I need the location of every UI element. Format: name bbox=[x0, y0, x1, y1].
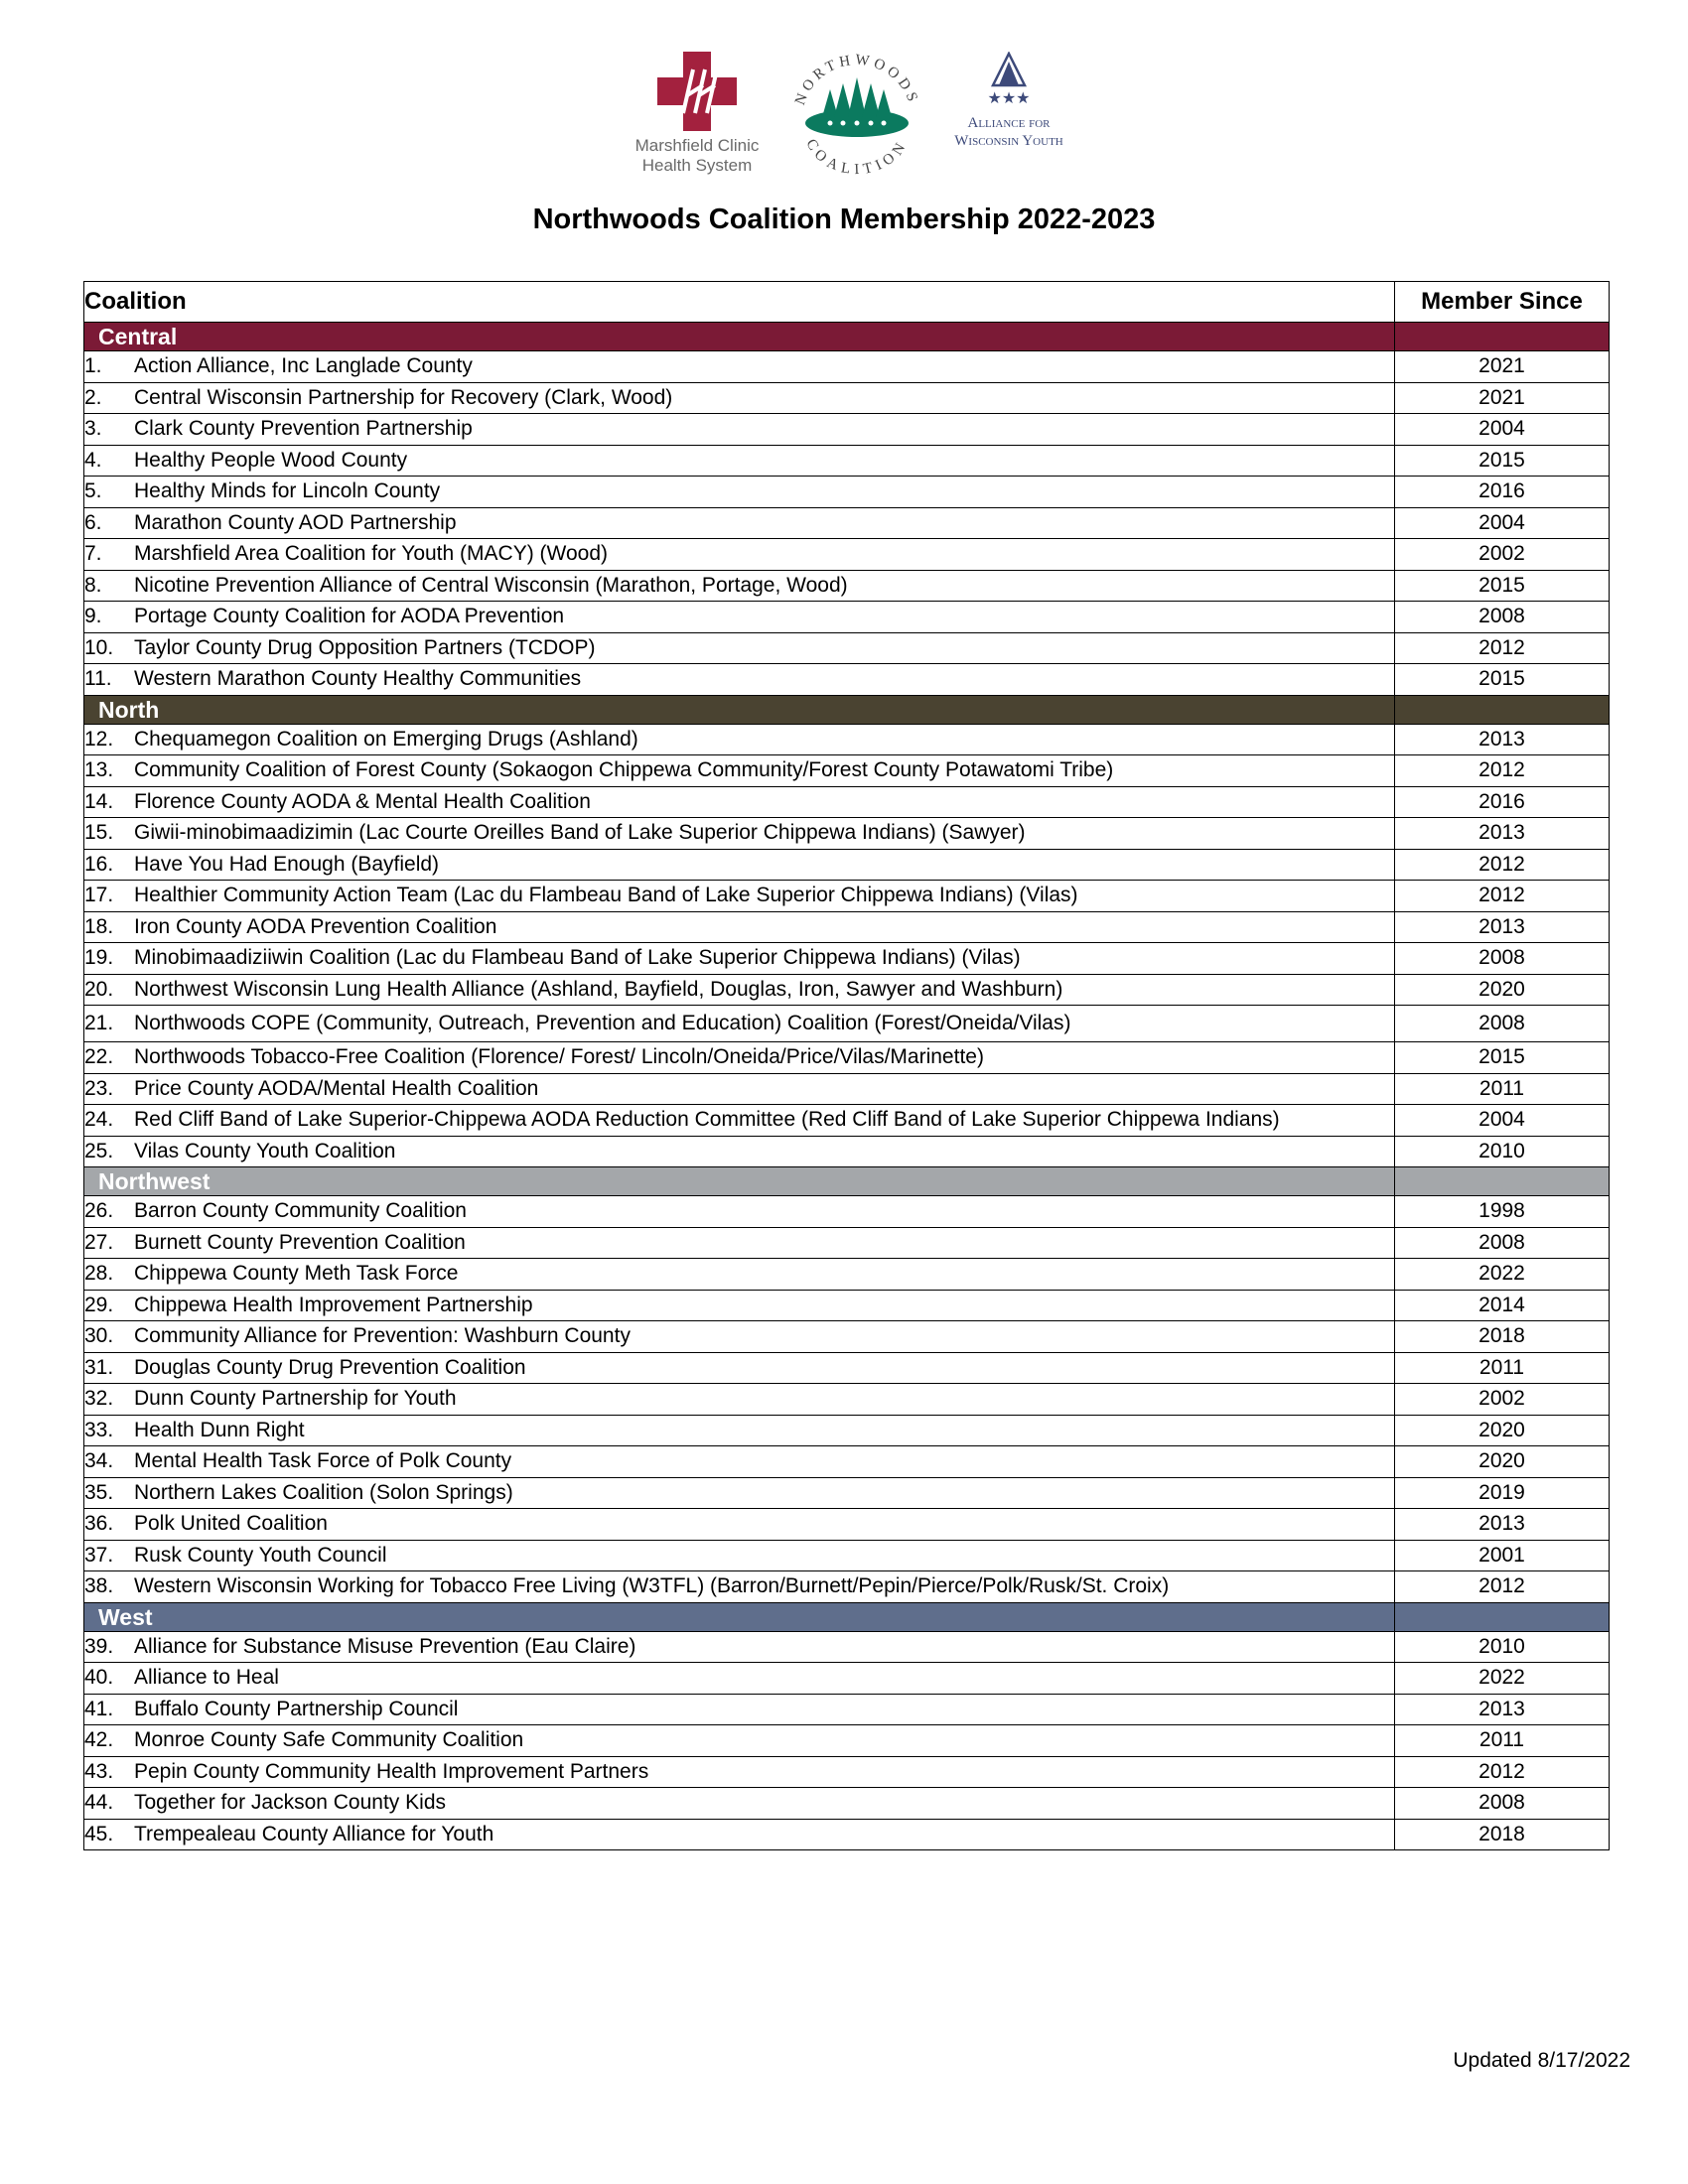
coalition-name: Alliance for Substance Misuse Prevention (Eau Claire) bbox=[134, 1634, 636, 1658]
coalition-cell bbox=[84, 1756, 1395, 1788]
coalition-name: Dunn County Partnership for Youth bbox=[134, 1387, 457, 1411]
coalition-cell bbox=[84, 1788, 1395, 1820]
row-number: 30. bbox=[84, 1324, 114, 1348]
northwoods-top-text: NORTHWOODS bbox=[791, 52, 921, 108]
member-since-cell: 2013 bbox=[1395, 724, 1610, 755]
table-row bbox=[84, 1477, 1610, 1509]
member-since-cell: 2010 bbox=[1395, 1136, 1610, 1167]
coalition-cell bbox=[84, 632, 1395, 664]
coalition-name: Douglas County Drug Prevention Coalition bbox=[134, 1355, 526, 1379]
row-number: 39. bbox=[84, 1634, 114, 1658]
table-row bbox=[84, 382, 1610, 414]
coalition-name: Northwest Wisconsin Lung Health Alliance (Ashland, Bayfield, Douglas, Iron, Sawyer and Washburn) bbox=[134, 977, 1063, 1001]
table-row bbox=[84, 1290, 1610, 1321]
table-row bbox=[84, 1540, 1610, 1571]
coalition-cell bbox=[84, 1105, 1395, 1137]
row-number: 25. bbox=[84, 1139, 114, 1162]
coalition-name: Vilas County Youth Coalition bbox=[134, 1139, 396, 1162]
table-row bbox=[84, 1663, 1610, 1695]
member-since-cell: 2015 bbox=[1395, 570, 1610, 602]
member-since-cell: 2015 bbox=[1395, 1042, 1610, 1074]
coalition-cell bbox=[84, 1321, 1395, 1353]
row-number: 35. bbox=[84, 1480, 114, 1504]
table-row bbox=[84, 351, 1610, 383]
region-year-cell bbox=[1395, 1602, 1610, 1631]
coalition-cell bbox=[84, 1819, 1395, 1850]
member-since-column-header: Member Since bbox=[1395, 282, 1610, 323]
table-row bbox=[84, 1415, 1610, 1446]
member-since-cell: 2012 bbox=[1395, 1756, 1610, 1788]
coalition-name: Chequamegon Coalition on Emerging Drugs (Ashland) bbox=[134, 727, 638, 751]
region-header-row bbox=[84, 1602, 1610, 1631]
row-number: 41. bbox=[84, 1697, 114, 1720]
member-since-cell: 2022 bbox=[1395, 1259, 1610, 1291]
marshfield-line2: Health System bbox=[641, 156, 753, 175]
table-header-row bbox=[84, 282, 1610, 323]
region-year-cell bbox=[1395, 695, 1610, 724]
coalition-name: Portage County Coalition for AODA Prevention bbox=[134, 605, 565, 628]
coalition-name: Community Coalition of Forest County (Sokaogon Chippewa Community/Forest County Potawatomi Tribe) bbox=[134, 758, 1114, 782]
coalition-cell bbox=[84, 1415, 1395, 1446]
svg-text:COALITION bbox=[802, 136, 911, 178]
coalition-cell bbox=[84, 974, 1395, 1006]
coalition-cell bbox=[84, 570, 1395, 602]
coalition-cell bbox=[84, 1571, 1395, 1603]
coalition-cell bbox=[84, 786, 1395, 818]
coalition-cell bbox=[84, 1663, 1395, 1695]
coalition-name: Minobimaadiziiwin Coalition (Lac du Flambeau Band of Lake Superior Chippewa Indians) (Vilas) bbox=[134, 946, 1021, 970]
table-row bbox=[84, 911, 1610, 943]
region-name: Central bbox=[84, 323, 1395, 351]
row-number: 40. bbox=[84, 1666, 114, 1690]
coalition-cell bbox=[84, 724, 1395, 755]
coalition-name: Polk United Coalition bbox=[134, 1512, 328, 1536]
coalition-name: Action Alliance, Inc Langlade County bbox=[134, 354, 473, 378]
coalition-cell bbox=[84, 1196, 1395, 1228]
table-row bbox=[84, 507, 1610, 539]
coalition-cell bbox=[84, 382, 1395, 414]
coalition-name: Rusk County Youth Council bbox=[134, 1543, 387, 1567]
coalition-column-header: Coalition bbox=[84, 282, 1395, 323]
alliance-tent-icon bbox=[979, 52, 1039, 109]
member-since-cell: 2021 bbox=[1395, 351, 1610, 383]
table-row bbox=[84, 602, 1610, 633]
coalition-name: Chippewa County Meth Task Force bbox=[134, 1262, 459, 1286]
member-since-cell: 2015 bbox=[1395, 445, 1610, 477]
coalition-cell bbox=[84, 1631, 1395, 1663]
coalition-name: Marathon County AOD Partnership bbox=[134, 510, 457, 534]
row-number: 32. bbox=[84, 1387, 114, 1411]
row-number: 16. bbox=[84, 852, 114, 876]
coalition-cell bbox=[84, 818, 1395, 850]
member-since-cell: 2018 bbox=[1395, 1819, 1610, 1850]
row-number: 4. bbox=[84, 448, 102, 472]
member-since-cell: 2010 bbox=[1395, 1631, 1610, 1663]
coalition-cell bbox=[84, 849, 1395, 881]
row-number: 27. bbox=[84, 1230, 114, 1254]
region-name: Northwest bbox=[84, 1167, 1395, 1196]
row-number: 1. bbox=[84, 354, 102, 378]
northwoods-bottom-text: COALITION bbox=[802, 136, 912, 179]
region-year-cell bbox=[1395, 323, 1610, 351]
coalition-cell bbox=[84, 477, 1395, 508]
coalition-cell bbox=[84, 1694, 1395, 1725]
table-row bbox=[84, 1725, 1610, 1757]
row-number: 20. bbox=[84, 977, 114, 1001]
table-row bbox=[84, 1509, 1610, 1541]
row-number: 3. bbox=[84, 417, 102, 441]
coalition-name: Northwoods Tobacco-Free Coalition (Florence/ Forest/ Lincoln/Oneida/Price/Vilas/Marinette) bbox=[134, 1045, 984, 1069]
coalition-cell bbox=[84, 881, 1395, 912]
coalition-cell bbox=[84, 911, 1395, 943]
member-since-cell: 2012 bbox=[1395, 632, 1610, 664]
member-since-cell: 2011 bbox=[1395, 1073, 1610, 1105]
logo-bar bbox=[606, 52, 1082, 181]
membership-table bbox=[83, 281, 1610, 1850]
coalition-cell bbox=[84, 1725, 1395, 1757]
row-number: 6. bbox=[84, 510, 102, 534]
member-since-cell: 2011 bbox=[1395, 1725, 1610, 1757]
member-since-cell: 2008 bbox=[1395, 1006, 1610, 1042]
region-header-row bbox=[84, 1167, 1610, 1196]
table-row bbox=[84, 1006, 1610, 1042]
member-since-cell: 2020 bbox=[1395, 974, 1610, 1006]
row-number: 26. bbox=[84, 1199, 114, 1223]
coalition-cell bbox=[84, 1259, 1395, 1291]
coalition-name: Healthy Minds for Lincoln County bbox=[134, 479, 441, 503]
region-year-cell bbox=[1395, 1167, 1610, 1196]
table-row bbox=[84, 1788, 1610, 1820]
table-row bbox=[84, 755, 1610, 787]
coalition-cell bbox=[84, 1136, 1395, 1167]
table-row bbox=[84, 818, 1610, 850]
coalition-cell bbox=[84, 1477, 1395, 1509]
coalition-name: Clark County Prevention Partnership bbox=[134, 417, 473, 441]
table-row bbox=[84, 1384, 1610, 1416]
coalition-cell bbox=[84, 943, 1395, 975]
coalition-cell bbox=[84, 1446, 1395, 1478]
row-number: 11. bbox=[84, 667, 112, 691]
member-since-cell: 2012 bbox=[1395, 755, 1610, 787]
coalition-cell bbox=[84, 507, 1395, 539]
row-number: 37. bbox=[84, 1543, 114, 1567]
table-row bbox=[84, 1756, 1610, 1788]
coalition-cell bbox=[84, 1384, 1395, 1416]
coalition-cell bbox=[84, 664, 1395, 696]
updated-date: Updated 8/17/2022 bbox=[1453, 2049, 1630, 2072]
page-title: Northwoods Coalition Membership 2022-2023 bbox=[532, 204, 1156, 235]
table-row bbox=[84, 1631, 1610, 1663]
table-row bbox=[84, 570, 1610, 602]
coalition-name: Monroe County Safe Community Coalition bbox=[134, 1728, 524, 1752]
table-row bbox=[84, 1227, 1610, 1259]
row-number: 5. bbox=[84, 479, 102, 503]
row-number: 18. bbox=[84, 914, 114, 938]
table-row bbox=[84, 1352, 1610, 1384]
table-row bbox=[84, 445, 1610, 477]
table-row bbox=[84, 1105, 1610, 1137]
row-number: 29. bbox=[84, 1293, 114, 1316]
coalition-cell bbox=[84, 539, 1395, 571]
coalition-name: Marshfield Area Coalition for Youth (MACY) (Wood) bbox=[134, 542, 608, 566]
member-since-cell: 2012 bbox=[1395, 1571, 1610, 1603]
row-number: 43. bbox=[84, 1759, 114, 1783]
table-row bbox=[84, 1042, 1610, 1074]
row-number: 34. bbox=[84, 1449, 114, 1473]
coalition-name: Mental Health Task Force of Polk County bbox=[134, 1449, 512, 1473]
table-row bbox=[84, 477, 1610, 508]
row-number: 17. bbox=[84, 884, 114, 907]
coalition-name: Nicotine Prevention Alliance of Central Wisconsin (Marathon, Portage, Wood) bbox=[134, 573, 848, 597]
marshfield-clinic-logo bbox=[618, 52, 776, 176]
member-since-cell: 2008 bbox=[1395, 1788, 1610, 1820]
member-since-cell: 2016 bbox=[1395, 477, 1610, 508]
coalition-name: Giwii-minobimaadizimin (Lac Courte Oreilles Band of Lake Superior Chippewa Indians) (Sawyer) bbox=[134, 821, 1026, 845]
member-since-cell: 2016 bbox=[1395, 786, 1610, 818]
coalition-name: Alliance to Heal bbox=[134, 1666, 279, 1690]
table-row bbox=[84, 1321, 1610, 1353]
member-since-cell: 2018 bbox=[1395, 1321, 1610, 1353]
table-row bbox=[84, 1136, 1610, 1167]
coalition-name: Northern Lakes Coalition (Solon Springs) bbox=[134, 1480, 513, 1504]
row-number: 14. bbox=[84, 789, 114, 813]
coalition-cell bbox=[84, 414, 1395, 446]
coalition-name: Taylor County Drug Opposition Partners (TCDOP) bbox=[134, 635, 596, 659]
member-since-cell: 2012 bbox=[1395, 849, 1610, 881]
svg-text:★★★: ★★★ bbox=[987, 88, 1031, 107]
table-row bbox=[84, 1196, 1610, 1228]
coalition-cell bbox=[84, 1073, 1395, 1105]
table-row bbox=[84, 539, 1610, 571]
member-since-cell: 2022 bbox=[1395, 1663, 1610, 1695]
marshfield-line1: Marshfield Clinic bbox=[634, 136, 760, 155]
coalition-name: Red Cliff Band of Lake Superior-Chippewa AODA Reduction Committee (Red Cliff Band of Lake Superior Chippewa Indians) bbox=[134, 1108, 1280, 1132]
table-row bbox=[84, 974, 1610, 1006]
row-number: 19. bbox=[84, 946, 114, 970]
table-row bbox=[84, 1446, 1610, 1478]
row-number: 31. bbox=[84, 1355, 114, 1379]
coalition-cell bbox=[84, 602, 1395, 633]
row-number: 15. bbox=[84, 821, 114, 845]
coalition-name: Trempealeau County Alliance for Youth bbox=[134, 1822, 494, 1845]
region-header-row bbox=[84, 323, 1610, 351]
coalition-name: Florence County AODA & Mental Health Coalition bbox=[134, 789, 591, 813]
table-row bbox=[84, 786, 1610, 818]
table-row bbox=[84, 881, 1610, 912]
table-row bbox=[84, 1819, 1610, 1850]
coalition-name: Western Wisconsin Working for Tobacco Free Living (W3TFL) (Barron/Burnett/Pepin/Pierce/Polk/Rusk/St. Croix) bbox=[134, 1574, 1170, 1598]
coalition-name: Northwoods COPE (Community, Outreach, Prevention and Education) Coalition (Forest/Oneida/Vilas) bbox=[134, 1012, 1071, 1034]
member-since-cell: 2008 bbox=[1395, 1227, 1610, 1259]
row-number: 2. bbox=[84, 385, 102, 409]
member-since-cell: 2008 bbox=[1395, 943, 1610, 975]
member-since-cell: 2015 bbox=[1395, 664, 1610, 696]
member-since-cell: 2013 bbox=[1395, 818, 1610, 850]
coalition-name: Together for Jackson County Kids bbox=[134, 1791, 446, 1815]
coalition-name: Iron County AODA Prevention Coalition bbox=[134, 914, 497, 938]
coalition-cell bbox=[84, 1352, 1395, 1384]
member-since-cell: 2013 bbox=[1395, 1694, 1610, 1725]
member-since-cell: 2002 bbox=[1395, 1384, 1610, 1416]
member-since-cell: 2001 bbox=[1395, 1540, 1610, 1571]
row-number: 8. bbox=[84, 573, 102, 597]
member-since-cell: 2013 bbox=[1395, 1509, 1610, 1541]
coalition-name: Buffalo County Partnership Council bbox=[134, 1697, 459, 1720]
member-since-cell: 2008 bbox=[1395, 602, 1610, 633]
coalition-name: Community Alliance for Prevention: Washburn County bbox=[134, 1324, 631, 1348]
member-since-cell: 2019 bbox=[1395, 1477, 1610, 1509]
table-row bbox=[84, 1073, 1610, 1105]
northwoods-trees-icon bbox=[782, 52, 931, 181]
region-header-row bbox=[84, 695, 1610, 724]
region-name: West bbox=[84, 1602, 1395, 1631]
coalition-cell bbox=[84, 1042, 1395, 1074]
coalition-name: Burnett County Prevention Coalition bbox=[134, 1230, 466, 1254]
coalition-name: Barron County Community Coalition bbox=[134, 1199, 467, 1223]
row-number: 7. bbox=[84, 542, 102, 566]
region-name: North bbox=[84, 695, 1395, 724]
table-row bbox=[84, 1694, 1610, 1725]
member-since-cell: 2011 bbox=[1395, 1352, 1610, 1384]
alliance-line2: Wisconsin Youth bbox=[954, 133, 1063, 149]
coalition-name: Have You Had Enough (Bayfield) bbox=[134, 852, 440, 876]
coalition-cell bbox=[84, 445, 1395, 477]
coalition-name: Healthier Community Action Team (Lac du Flambeau Band of Lake Superior Chippewa Indians) (Vilas) bbox=[134, 884, 1078, 907]
member-since-cell: 2014 bbox=[1395, 1290, 1610, 1321]
row-number: 42. bbox=[84, 1728, 114, 1752]
table-row bbox=[84, 1259, 1610, 1291]
row-number: 10. bbox=[84, 635, 114, 659]
row-number: 12. bbox=[84, 727, 114, 751]
row-number: 38. bbox=[84, 1574, 114, 1598]
member-since-cell: 2020 bbox=[1395, 1415, 1610, 1446]
alliance-wisconsin-youth-logo bbox=[939, 52, 1078, 150]
coalition-name: Chippewa Health Improvement Partnership bbox=[134, 1293, 533, 1316]
row-number: 33. bbox=[84, 1418, 114, 1441]
table-row bbox=[84, 632, 1610, 664]
table-body bbox=[84, 323, 1610, 1850]
table-row bbox=[84, 1571, 1610, 1603]
coalition-cell bbox=[84, 351, 1395, 383]
row-number: 9. bbox=[84, 605, 102, 628]
row-number: 21. bbox=[84, 1012, 114, 1034]
member-since-cell: 1998 bbox=[1395, 1196, 1610, 1228]
member-since-cell: 2021 bbox=[1395, 382, 1610, 414]
member-since-cell: 2002 bbox=[1395, 539, 1610, 571]
coalition-cell bbox=[84, 1509, 1395, 1541]
member-since-cell: 2020 bbox=[1395, 1446, 1610, 1478]
member-since-cell: 2013 bbox=[1395, 911, 1610, 943]
member-since-cell: 2012 bbox=[1395, 881, 1610, 912]
row-number: 24. bbox=[84, 1108, 114, 1132]
coalition-name: Central Wisconsin Partnership for Recovery (Clark, Wood) bbox=[134, 385, 673, 409]
row-number: 44. bbox=[84, 1791, 114, 1815]
row-number: 23. bbox=[84, 1076, 114, 1100]
row-number: 22. bbox=[84, 1045, 114, 1069]
table-row bbox=[84, 849, 1610, 881]
coalition-cell bbox=[84, 1290, 1395, 1321]
row-number: 28. bbox=[84, 1262, 114, 1286]
member-since-cell: 2004 bbox=[1395, 507, 1610, 539]
member-since-cell: 2004 bbox=[1395, 414, 1610, 446]
alliance-line1: Alliance for bbox=[967, 115, 1051, 131]
coalition-name: Pepin County Community Health Improvement Partners bbox=[134, 1759, 649, 1783]
row-number: 13. bbox=[84, 758, 114, 782]
coalition-name: Healthy People Wood County bbox=[134, 448, 408, 472]
coalition-cell bbox=[84, 1006, 1395, 1042]
coalition-name: Health Dunn Right bbox=[134, 1418, 305, 1441]
coalition-name: Western Marathon County Healthy Communities bbox=[134, 667, 582, 691]
marshfield-cross-icon bbox=[657, 52, 737, 131]
member-since-cell: 2004 bbox=[1395, 1105, 1610, 1137]
coalition-name: Price County AODA/Mental Health Coalition bbox=[134, 1076, 539, 1100]
coalition-cell bbox=[84, 1540, 1395, 1571]
northwoods-coalition-logo bbox=[782, 52, 931, 181]
row-number: 45. bbox=[84, 1822, 114, 1845]
table-row bbox=[84, 414, 1610, 446]
table-row bbox=[84, 943, 1610, 975]
table-row bbox=[84, 664, 1610, 696]
table-row bbox=[84, 724, 1610, 755]
coalition-cell bbox=[84, 1227, 1395, 1259]
row-number: 36. bbox=[84, 1512, 114, 1536]
coalition-cell bbox=[84, 755, 1395, 787]
